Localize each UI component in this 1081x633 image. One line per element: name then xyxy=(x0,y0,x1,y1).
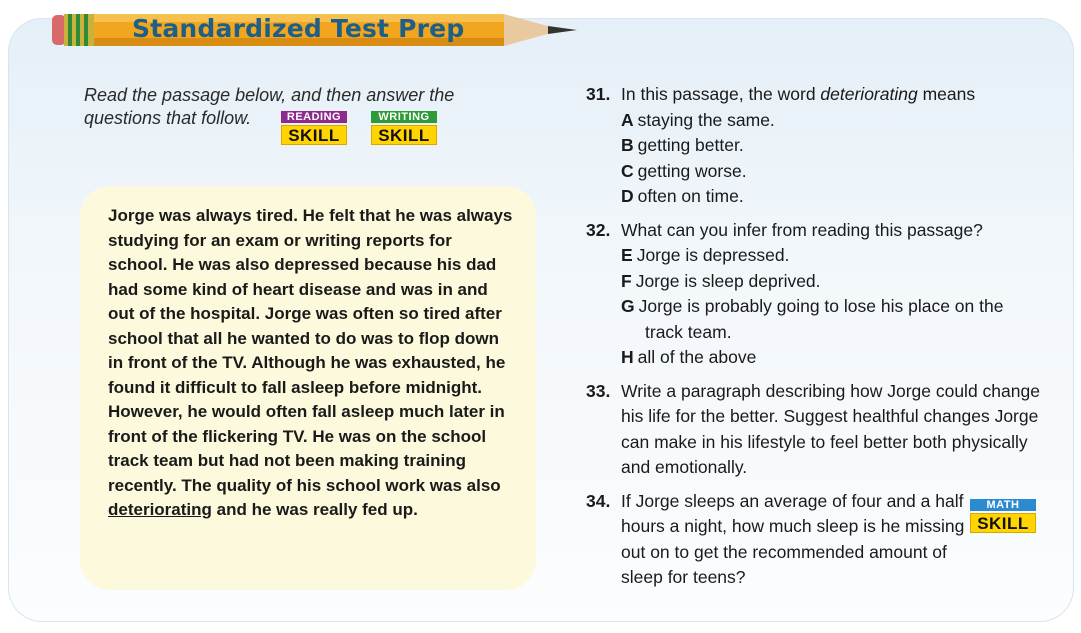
option-text: getting worse. xyxy=(637,160,747,181)
option-letter: A xyxy=(621,109,634,130)
answer-option[interactable] xyxy=(621,243,1046,269)
badge-top: READING xyxy=(281,111,347,123)
writing-skill-badge xyxy=(371,111,437,145)
option-letter: E xyxy=(621,245,633,265)
option-letter: C xyxy=(621,160,634,181)
question-31 xyxy=(586,82,1046,210)
option-letter: B xyxy=(621,135,634,155)
question-text: If Jorge sleeps an average of four and a half hours a night, how much sleep is he missing out on to get the recommended amount of sleep for teens? xyxy=(621,490,965,587)
answer-option[interactable] xyxy=(621,294,1046,345)
question-number: 32. xyxy=(586,219,611,240)
question-number: 34. xyxy=(586,490,611,511)
underlined-word: deteriorating xyxy=(108,500,212,519)
question-32 xyxy=(586,218,1046,371)
option-text: Jorge is sleep deprived. xyxy=(635,270,821,291)
reading-skill-badge xyxy=(281,111,347,145)
option-letter: H xyxy=(621,347,634,367)
option-text: Jorge is depressed. xyxy=(636,245,790,265)
question-number: 33. xyxy=(586,380,611,401)
math-skill-badge xyxy=(970,499,1036,533)
question-suffix: means xyxy=(917,84,976,104)
option-text: getting better. xyxy=(637,135,744,155)
badge-bottom: SKILL xyxy=(281,125,347,145)
section-title: Standardized Test Prep xyxy=(132,14,465,43)
passage-body: Jorge was always tired. He felt that he was always studying for an exam or writing reports for school. He was also depressed because his dad had some kind of heart disease and was in and out of the hospital. Jorge was often so tired after school that all he wanted to do was to flop down in front of the TV. Although he was exhausted, he found it difficult to fall asleep before midnight. However, he would often fall asleep much later in front of the flickering TV. He was on the school track team but had not been making training recently. The quality of his school work was also xyxy=(108,206,513,495)
answer-option[interactable] xyxy=(621,345,1046,371)
question-emphasis: deteriorating xyxy=(820,84,918,104)
option-letter: D xyxy=(621,186,634,206)
question-33 xyxy=(586,379,1046,481)
option-text: often on time. xyxy=(637,186,744,206)
option-letter: F xyxy=(621,270,632,291)
answer-option[interactable] xyxy=(621,269,1046,295)
answer-option[interactable] xyxy=(621,108,1046,134)
option-letter: G xyxy=(621,296,635,316)
option-text: all of the above xyxy=(637,347,757,367)
instructions: Read the passage below, and then answer the questions that follow. xyxy=(84,85,455,128)
passage-text xyxy=(108,204,513,523)
question-text xyxy=(621,82,1046,108)
answer-option[interactable] xyxy=(621,184,1046,210)
badge-bottom: SKILL xyxy=(371,125,437,145)
passage-end: and he was really fed up. xyxy=(211,500,418,519)
question-text: What can you infer from reading this passage? xyxy=(621,219,983,240)
option-text: staying the same. xyxy=(637,109,775,130)
answer-option[interactable] xyxy=(621,159,1046,185)
badge-top: WRITING xyxy=(371,111,437,123)
badge-top: MATH xyxy=(970,499,1036,511)
answer-option[interactable] xyxy=(621,133,1046,159)
question-text: Write a paragraph describing how Jorge could change his life for the better. Suggest healthful changes Jorge can make in his lifestyle to feel better both physically and emotionally. xyxy=(621,380,1040,477)
question-number: 31. xyxy=(586,84,611,104)
question-prefix: In this passage, the word xyxy=(621,84,821,104)
badge-bottom: SKILL xyxy=(970,513,1036,533)
option-text: Jorge is probably going to lose his place on the track team. xyxy=(638,296,1004,342)
